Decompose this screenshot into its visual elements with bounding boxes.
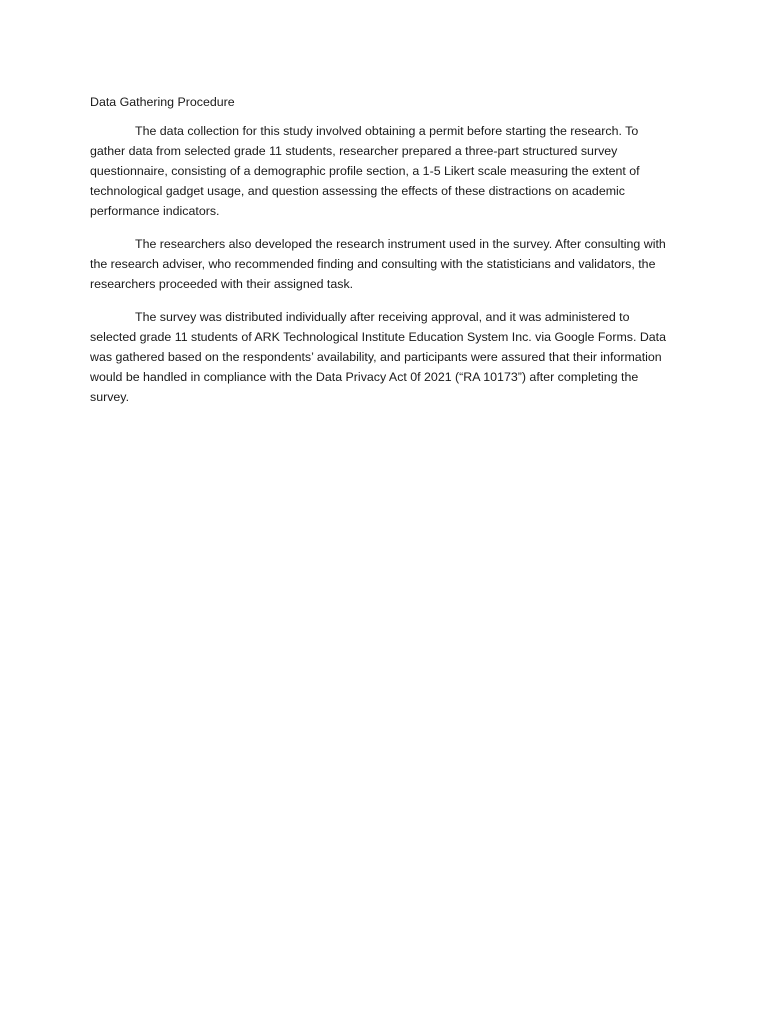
paragraph-permit-and-questionnaire: The data collection for this study involved obtaining a permit before starting the research. To gather data from selected grade 11 students, researcher prepared a three-part structured survey questionnaire, consisting of a demographic profile section, a 1-5 Likert scale measuring the extent of technological gadget usage, and question assessing the effects of these distractions on academic performance indicators.: [90, 124, 640, 218]
paragraph-survey-distribution: The survey was distributed individually after receiving approval, and it was administered to selected grade 11 students of ARK Technological Institute Education System Inc. via Google Forms. Data was gathered based on the respondents’ availability, and participants were assured that their information would be handled in compliance with the Data Privacy Act 0f 2021 (“RA 10173”) after completing the survey.: [90, 310, 667, 404]
section-heading: Data Gathering Procedure: [90, 95, 235, 109]
paragraph-research-instrument: The researchers also developed the research instrument used in the survey. After consulting with the research adviser, who recommended finding and consulting with the statisticians and validators, the researchers proceeded with their assigned task.: [90, 237, 666, 291]
document-body: [90, 92, 675, 420]
